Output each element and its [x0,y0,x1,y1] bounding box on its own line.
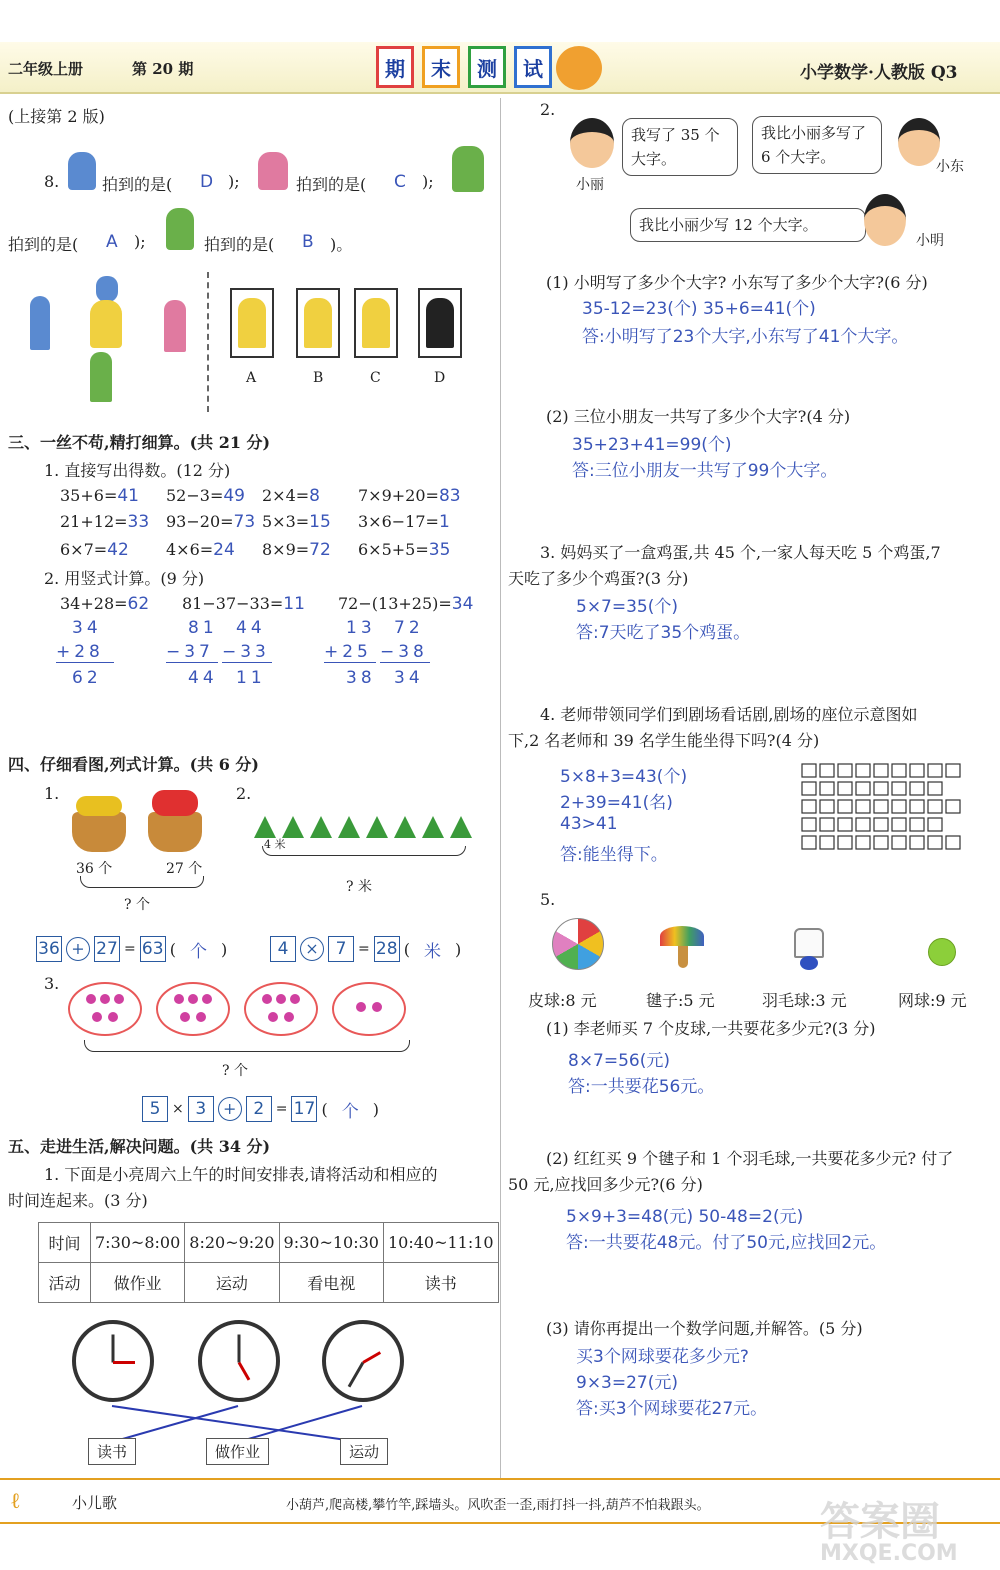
kid-right-figure [164,300,186,352]
xiaodong-avatar [898,118,940,166]
q8-text-6: ); [134,232,146,251]
q8-text-3: 拍到的是( [296,175,367,194]
vc1-line1: 34 [72,618,102,638]
girl-center-figure [90,300,122,348]
option-d-frame [418,288,462,358]
badminton-shuttle-icon [794,928,824,972]
kid-bottom-figure [90,352,112,402]
tennis-ball-icon [928,938,956,966]
q8-text-1: 拍到的是( [102,175,173,194]
pear-basket-icon [72,812,126,852]
q2-sub1-answer-2: 答:小明写了23个大字,小东写了41个大字。 [582,327,909,347]
kid-left-figure [30,296,50,350]
q3-answer-1: 5×7=35(个) [576,597,679,617]
option-a-frame [230,288,274,358]
q2-sub2-answer-2: 答:三位小朋友一共写了99个大字。 [572,461,838,481]
section-3-title: 三、一丝不苟,精打细算。(共 21 分) [8,433,271,452]
q8-answer-1: D [200,172,214,192]
q4-answer-1: 5×8+3=43(个) [560,767,688,787]
q8-text-2: ); [228,172,240,191]
option-c-frame [354,288,398,358]
q5-sub2-line1: (2) 红红买 9 个毽子和 1 个羽毛球,一共要花多少元? 付了 [546,1149,954,1168]
vc2-b-line3: 11 [236,668,266,688]
section-5-title: 五、走进生活,解决问题。(共 34 分) [8,1137,271,1156]
tree-row [254,814,474,844]
jianzi-price: 毽子:5 元 [646,991,715,1010]
page-header [0,42,1000,94]
xiaoming-avatar [864,194,906,246]
footer-rhyme: 小葫芦,爬高楼,攀竹竿,踩墙头。风吹歪一歪,雨打抖一抖,葫芦不怕栽跟头。 [286,1498,710,1513]
tiger-mascot-icon [556,46,602,90]
beach-ball-icon [552,918,604,970]
p3-total-label: ? 个 [222,1063,248,1079]
label-exercise: 运动 [340,1438,388,1465]
sec4-p3-number: 3. [44,974,60,993]
xiaoli-speech-bubble: 我写了 35 个大字。 [622,118,738,176]
q5-sub3: (3) 请你再提出一个数学问题,并解答。(5 分) [546,1319,863,1338]
xiaodong-speech-bubble: 我比小丽多写了 6 个大字。 [752,116,882,174]
q5-number: 5. [540,890,556,909]
vc1-line2: +28 [56,642,114,663]
q3-answer-2: 答:7天吃了35个鸡蛋。 [576,623,751,643]
p3-brace [84,1040,410,1052]
footer-title: 小儿歌 [72,1494,118,1512]
q4-answer-2: 2+39=41(名) [560,793,673,813]
q8-text-8: )。 [330,235,353,254]
beach-ball-price: 皮球:8 元 [528,991,597,1010]
p2-brace [262,846,466,856]
sec3-sub-1: 1. 直接写出得数。(12 分) [44,461,231,480]
issue-label: 第 20 期 [132,60,194,78]
title-char-2: 末 [422,46,460,88]
vc2-a-line1: 81 [188,618,218,638]
pear-count: 36 个 [76,861,113,877]
flower-group-3 [244,982,318,1036]
q2-number: 2. [540,100,556,119]
kid-camera-icon-3 [452,146,484,192]
flower-group-1 [68,982,142,1036]
scene-dashed-divider [207,272,209,412]
q5-sub2-line2: 50 元,应找回多少元?(6 分) [508,1175,703,1194]
q5-sub2-answer-2: 答:一共要花48元。付了50元,应找回2元。 [566,1233,887,1253]
shuttle-price: 羽毛球:3 元 [762,991,847,1010]
q8-answer-3: A [106,232,118,252]
tennis-ball-price: 网球:9 元 [898,991,967,1010]
q4-answer-3: 43>41 [560,814,618,834]
p1-total-label: ? 个 [124,897,150,913]
grade-label: 二年级上册 [8,60,84,78]
column-divider [500,98,501,1478]
q8-text-7: 拍到的是( [204,235,275,254]
footer-ornament-icon: ℓ [10,1489,21,1514]
xiaoli-name: 小丽 [576,177,604,193]
q5-sub3-answer-1: 买3个网球要花多少元? [576,1347,749,1367]
vertical-calc-1: 34+28=62 [60,594,150,614]
option-b-label: B [313,370,324,386]
q5-sub2-answer-1: 5×9+3=48(元) 50-48=2(元) [566,1207,804,1227]
p3-equation: 5 × 3 + 2 = 17 ( 个 ) [142,1096,379,1122]
watermark-logo: 答案圈 MXQE.COM [820,1499,958,1566]
vc3-a-line2: +25 [324,642,376,663]
kid-camera-icon-2 [258,152,288,190]
title-char-3: 测 [468,46,506,88]
flower-group-4 [332,982,406,1036]
vc3-a-line3: 38 [346,668,376,688]
vc2-b-line1: 44 [236,618,266,638]
sec3-sub-2: 2. 用竖式计算。(9 分) [44,569,205,588]
vc2-a-line3: 44 [188,668,218,688]
sec5-p1-line2: 时间连起来。(3 分) [8,1191,148,1210]
vc3-a-line1: 13 [346,618,376,638]
label-homework: 做作业 [206,1438,269,1465]
q5-sub3-answer-3: 答:买3个网球要花27元。 [576,1399,768,1419]
p1-brace [80,876,204,888]
flower-group-2 [156,982,230,1036]
schedule-time-row: 时间 7:30~8:00 8:20~9:20 9:30~10:30 10:40~11:10 [39,1223,499,1263]
q8-answer-4: B [302,232,314,252]
seat-grid-diagram [800,762,962,854]
q5-sub1-answer-1: 8×7=56(元) [568,1051,671,1071]
option-c-label: C [370,370,381,386]
p2-total-label: ? 米 [346,879,372,895]
q4-answer-4: 答:能坐得下。 [560,845,668,865]
q8-number: 8. [44,172,60,191]
q3-line2: 天吃了多少个鸡蛋?(3 分) [508,569,689,588]
subject-label: 小学数学·人教版 Q3 [800,63,958,83]
pears-icon [76,796,122,816]
label-read-book: 读书 [88,1438,136,1465]
option-a-label: A [246,370,257,386]
vc3-b-line1: 72 [394,618,424,638]
p1-equation: 36 + 27 = 63 ( 个 ) [36,936,227,962]
direct-calc-grid: 35+6=41 52−3=49 2×4=8 7×9+20=83 21+12=33 93−20=73 5×3=15 3×6−17=1 6×7=42 4×6=24 8×9=72 6×5+5=35 [60,486,461,560]
xiaoming-speech-bubble: 我比小丽少写 12 个大字。 [630,208,866,242]
vertical-calc-3: 72−(13+25)=34 [338,594,474,614]
xiaodong-name: 小东 [936,159,964,175]
vertical-calc-2: 81−37−33=11 [182,594,305,614]
q5-sub3-answer-2: 9×3=27(元) [576,1373,679,1393]
sec4-p2-number: 2. [236,784,252,803]
q4-line2: 下,2 名老师和 39 名学生能坐得下吗?(4 分) [508,731,820,750]
title-char-1: 期 [376,46,414,88]
schedule-activity-row: 活动 做作业 运动 看电视 读书 [39,1263,499,1303]
sec5-p1-line1: 1. 下面是小亮周六上午的时间安排表,请将活动和相应的 [44,1165,438,1184]
q8-text-5: 拍到的是( [8,235,79,254]
title-char-4: 试 [514,46,552,88]
apple-count: 27 个 [166,861,203,877]
kid-top-figure [96,276,118,302]
p2-equation: 4 × 7 = 28 ( 米 ) [270,936,461,962]
xiaoming-name: 小明 [916,233,944,249]
schedule-table [38,1222,499,1303]
vc2-b-line2: −33 [222,642,272,663]
q8-answer-2: C [394,172,406,192]
vc2-a-line2: −37 [166,642,218,663]
section-4-title: 四、仔细看图,列式计算。(共 6 分) [8,755,259,774]
shuttlecock-jianzi-icon [654,926,710,970]
continued-note: (上接第 2 版) [8,107,105,126]
kid-camera-icon-1 [68,152,96,190]
q2-sub2-answer-1: 35+23+41=99(个) [572,435,732,455]
q5-sub1: (1) 李老师买 7 个皮球,一共要花多少元?(3 分) [546,1019,876,1038]
q3-line1: 3. 妈妈买了一盒鸡蛋,共 45 个,一家人每天吃 5 个鸡蛋,7 [540,543,941,562]
option-b-frame [296,288,340,358]
vc1-line3: 62 [72,668,102,688]
vc3-b-line2: −38 [380,642,430,663]
option-d-label: D [434,370,446,386]
tree-gap-label: 4 米 [264,838,286,851]
sec4-p1-number: 1. [44,784,60,803]
vc3-b-line3: 34 [394,668,424,688]
apples-icon [152,790,198,816]
apple-basket-icon [148,812,202,852]
q2-sub1-answer-1: 35-12=23(个) 35+6=41(个) [582,299,816,319]
kid-camera-icon-4 [166,208,194,250]
q2-sub1: (1) 小明写了多少个大字? 小东写了多少个大字?(6 分) [546,273,928,292]
q5-sub1-answer-2: 答:一共要花56元。 [568,1077,715,1097]
q8-text-4: ); [422,172,434,191]
q2-sub2: (2) 三位小朋友一共写了多少个大字?(4 分) [546,407,851,426]
q4-line1: 4. 老师带领同学们到剧场看话剧,剧场的座位示意图如 [540,705,918,724]
xiaoli-avatar [570,118,614,168]
